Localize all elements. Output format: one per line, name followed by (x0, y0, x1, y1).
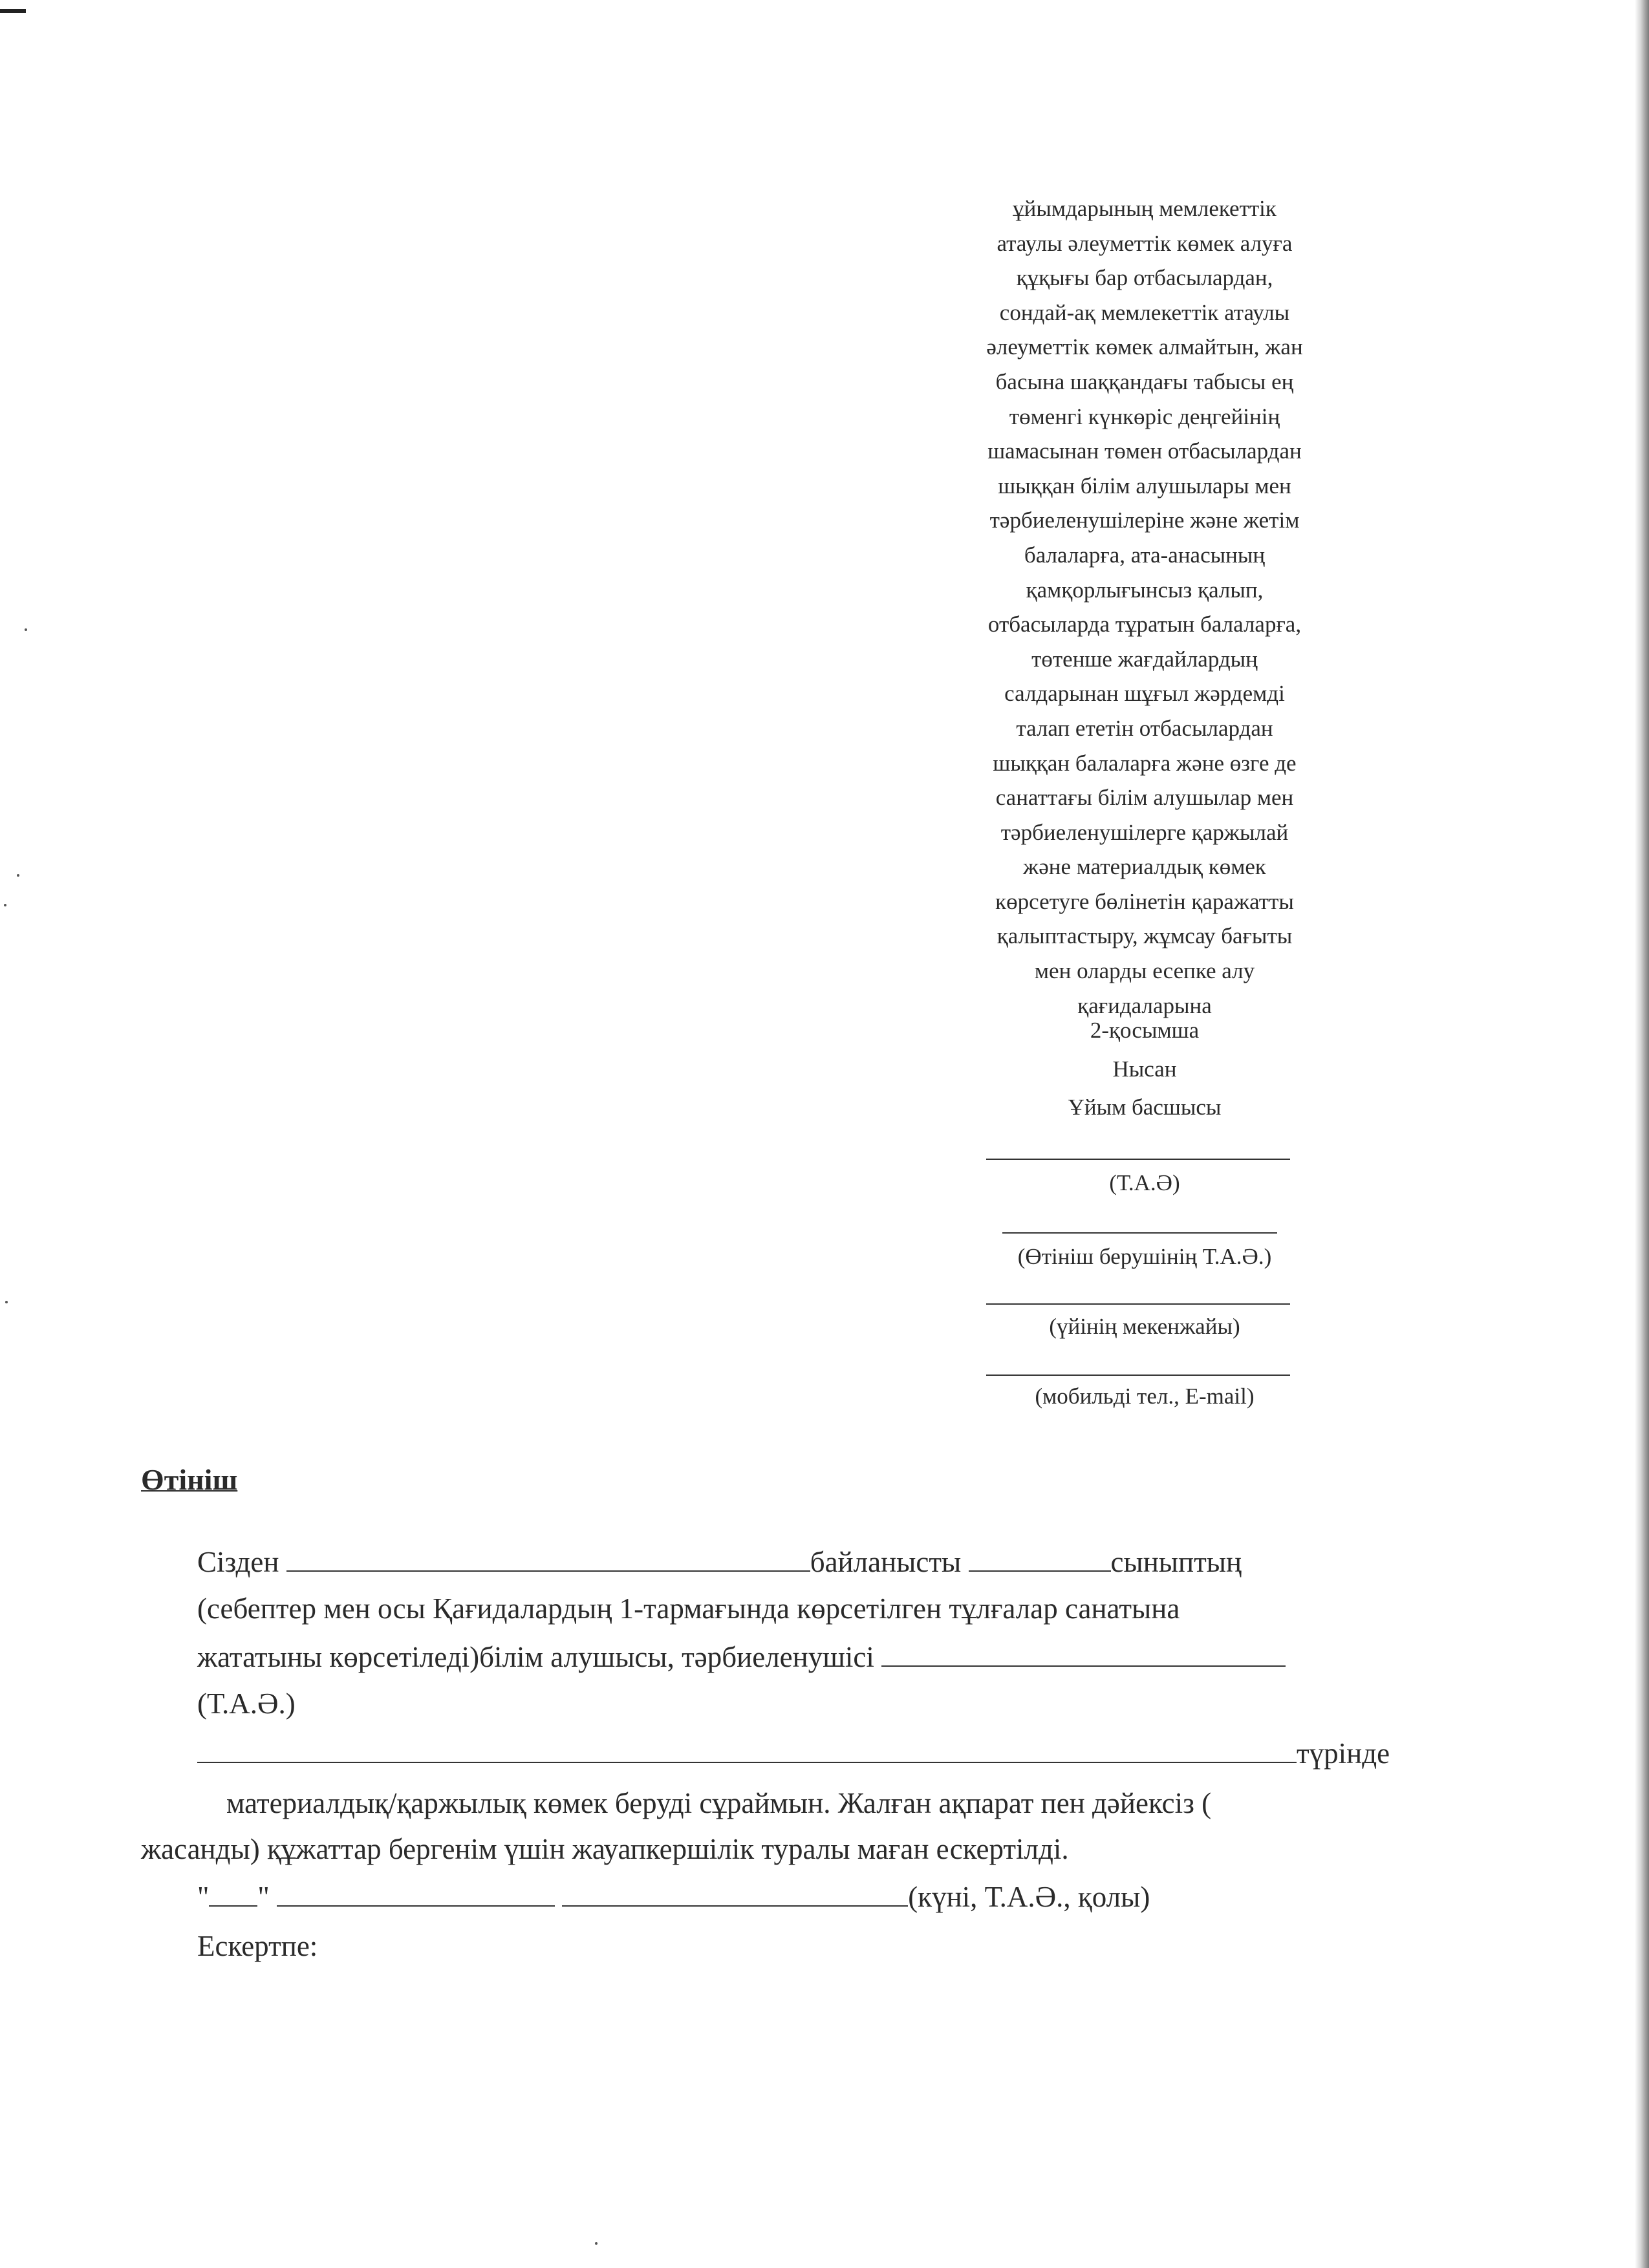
form-line-5 (197, 1737, 1390, 1770)
form-text: " (257, 1881, 270, 1913)
scan-speck (595, 2242, 598, 2245)
note-label: Ескертпе: (197, 1930, 318, 1962)
scan-corner-mark (0, 9, 26, 13)
regulation-reference-line: талап ететін отбасылардан (1016, 715, 1273, 741)
form-text: " (197, 1881, 210, 1913)
form-line-2: (себептер мен осы Қағидалардың 1-тармағында көрсетілген тұлғалар санатына (197, 1592, 1180, 1625)
address-blank (986, 1303, 1290, 1305)
regulation-reference-line: әлеуметтік көмек алмайтын, жан (986, 334, 1303, 360)
regulation-reference-line: қамқорлығынсыз қалып, (1026, 577, 1264, 603)
regulation-reference-line: отбасыларда тұратын балаларға, (987, 612, 1302, 637)
form-line-8 (197, 1880, 1150, 1914)
regulation-reference-line: салдарынан шұғыл жәрдемді (1004, 681, 1285, 707)
contact-caption: (мобильді тел., E-mail) (1035, 1384, 1255, 1409)
applicant-name-blank (1002, 1232, 1277, 1234)
regulation-reference-line: төменгі күнкөріс деңгейінің (1009, 403, 1280, 429)
form-text: жататыны көрсетіледі)білім алушысы, тәрбиеленушісі (197, 1641, 874, 1673)
scan-right-edge-shadow (1635, 0, 1649, 2268)
contact-blank (986, 1375, 1290, 1376)
regulation-reference-line: қағидаларына (1077, 992, 1212, 1018)
regulation-reference-line: мен оларды есепке алу (1034, 958, 1255, 984)
scan-speck (25, 628, 27, 631)
regulation-reference-line: қалыптастыру, жұмсау бағыты (997, 923, 1293, 949)
reason-blank (286, 1547, 810, 1572)
regulation-reference-line: тәрбиеленушілеріне және жетім (989, 508, 1300, 533)
head-name-blank (986, 1159, 1290, 1160)
regulation-reference-line: төтенше жағдайлардың (1031, 646, 1258, 672)
scan-speck (17, 874, 19, 877)
form-text: түрінде (1297, 1737, 1390, 1770)
recipient-title: Ұйым басшысы (1068, 1095, 1222, 1120)
student-name-blank (881, 1642, 1286, 1667)
date-blank (277, 1882, 555, 1907)
form-line-7: жасанды) құжаттар бергенім үшін жауапкершілік туралы маған ескертілді. (141, 1833, 1069, 1865)
form-line-3 (197, 1640, 1286, 1674)
regulation-reference-line: санаттағы білім алушылар мен (995, 785, 1294, 811)
form-line-4: (Т.А.Ә.) (197, 1687, 296, 1720)
class-blank (969, 1547, 1111, 1572)
regulation-reference-line: құқығы бар отбасылардан, (1016, 265, 1273, 291)
regulation-reference-line: және материалдық көмек (1023, 854, 1266, 880)
regulation-reference-line: балаларға, ата-анасының (1024, 542, 1266, 568)
regulation-reference-line: шыққан білім алушылары мен (998, 473, 1291, 498)
application-title: Өтініш (141, 1463, 238, 1496)
appendix-number: 2-қосымша (1090, 1018, 1200, 1043)
form-line-1 (197, 1545, 1242, 1579)
regulation-reference-line: ұйымдарының мемлекеттік (1013, 196, 1277, 221)
regulation-reference-line: сондай-ақ мемлекеттік атаулы (999, 299, 1290, 325)
scan-speck (5, 1301, 8, 1303)
applicant-caption: (Өтініш берушінің Т.А.Ә.) (1017, 1244, 1272, 1269)
form-label: Нысан (1112, 1056, 1177, 1082)
regulation-reference-block (918, 191, 1371, 1023)
form-text: сыныптың (1110, 1546, 1242, 1578)
day-blank (209, 1882, 257, 1907)
regulation-reference-line: шыққан балаларға және өзге де (993, 750, 1297, 776)
regulation-reference-line: көрсетуге бөлінетін қаражатты (995, 888, 1294, 914)
regulation-reference-line: тәрбиеленушілерге қаржылай (1000, 819, 1289, 845)
form-text: байланысты (810, 1546, 962, 1578)
regulation-reference-line: басына шаққандағы табысы ең (995, 369, 1294, 394)
fio-caption: (Т.А.Ә) (1109, 1170, 1180, 1195)
scan-speck (4, 904, 6, 906)
address-caption: (үйінің мекенжайы) (1049, 1314, 1240, 1339)
regulation-reference-line: атаулы әлеуметтік көмек алуға (997, 230, 1293, 256)
signature-blank (562, 1882, 908, 1907)
form-line-6: материалдық/қаржылық көмек беруді сұраймын. Жалған ақпарат пен дәйексіз ( (226, 1787, 1212, 1819)
form-text: (күні, Т.А.Ә., қолы) (908, 1881, 1150, 1913)
form-text: Сізден (197, 1546, 279, 1578)
aid-type-blank (197, 1738, 1297, 1763)
regulation-reference-line: шамасынан төмен отбасылардан (987, 438, 1302, 464)
